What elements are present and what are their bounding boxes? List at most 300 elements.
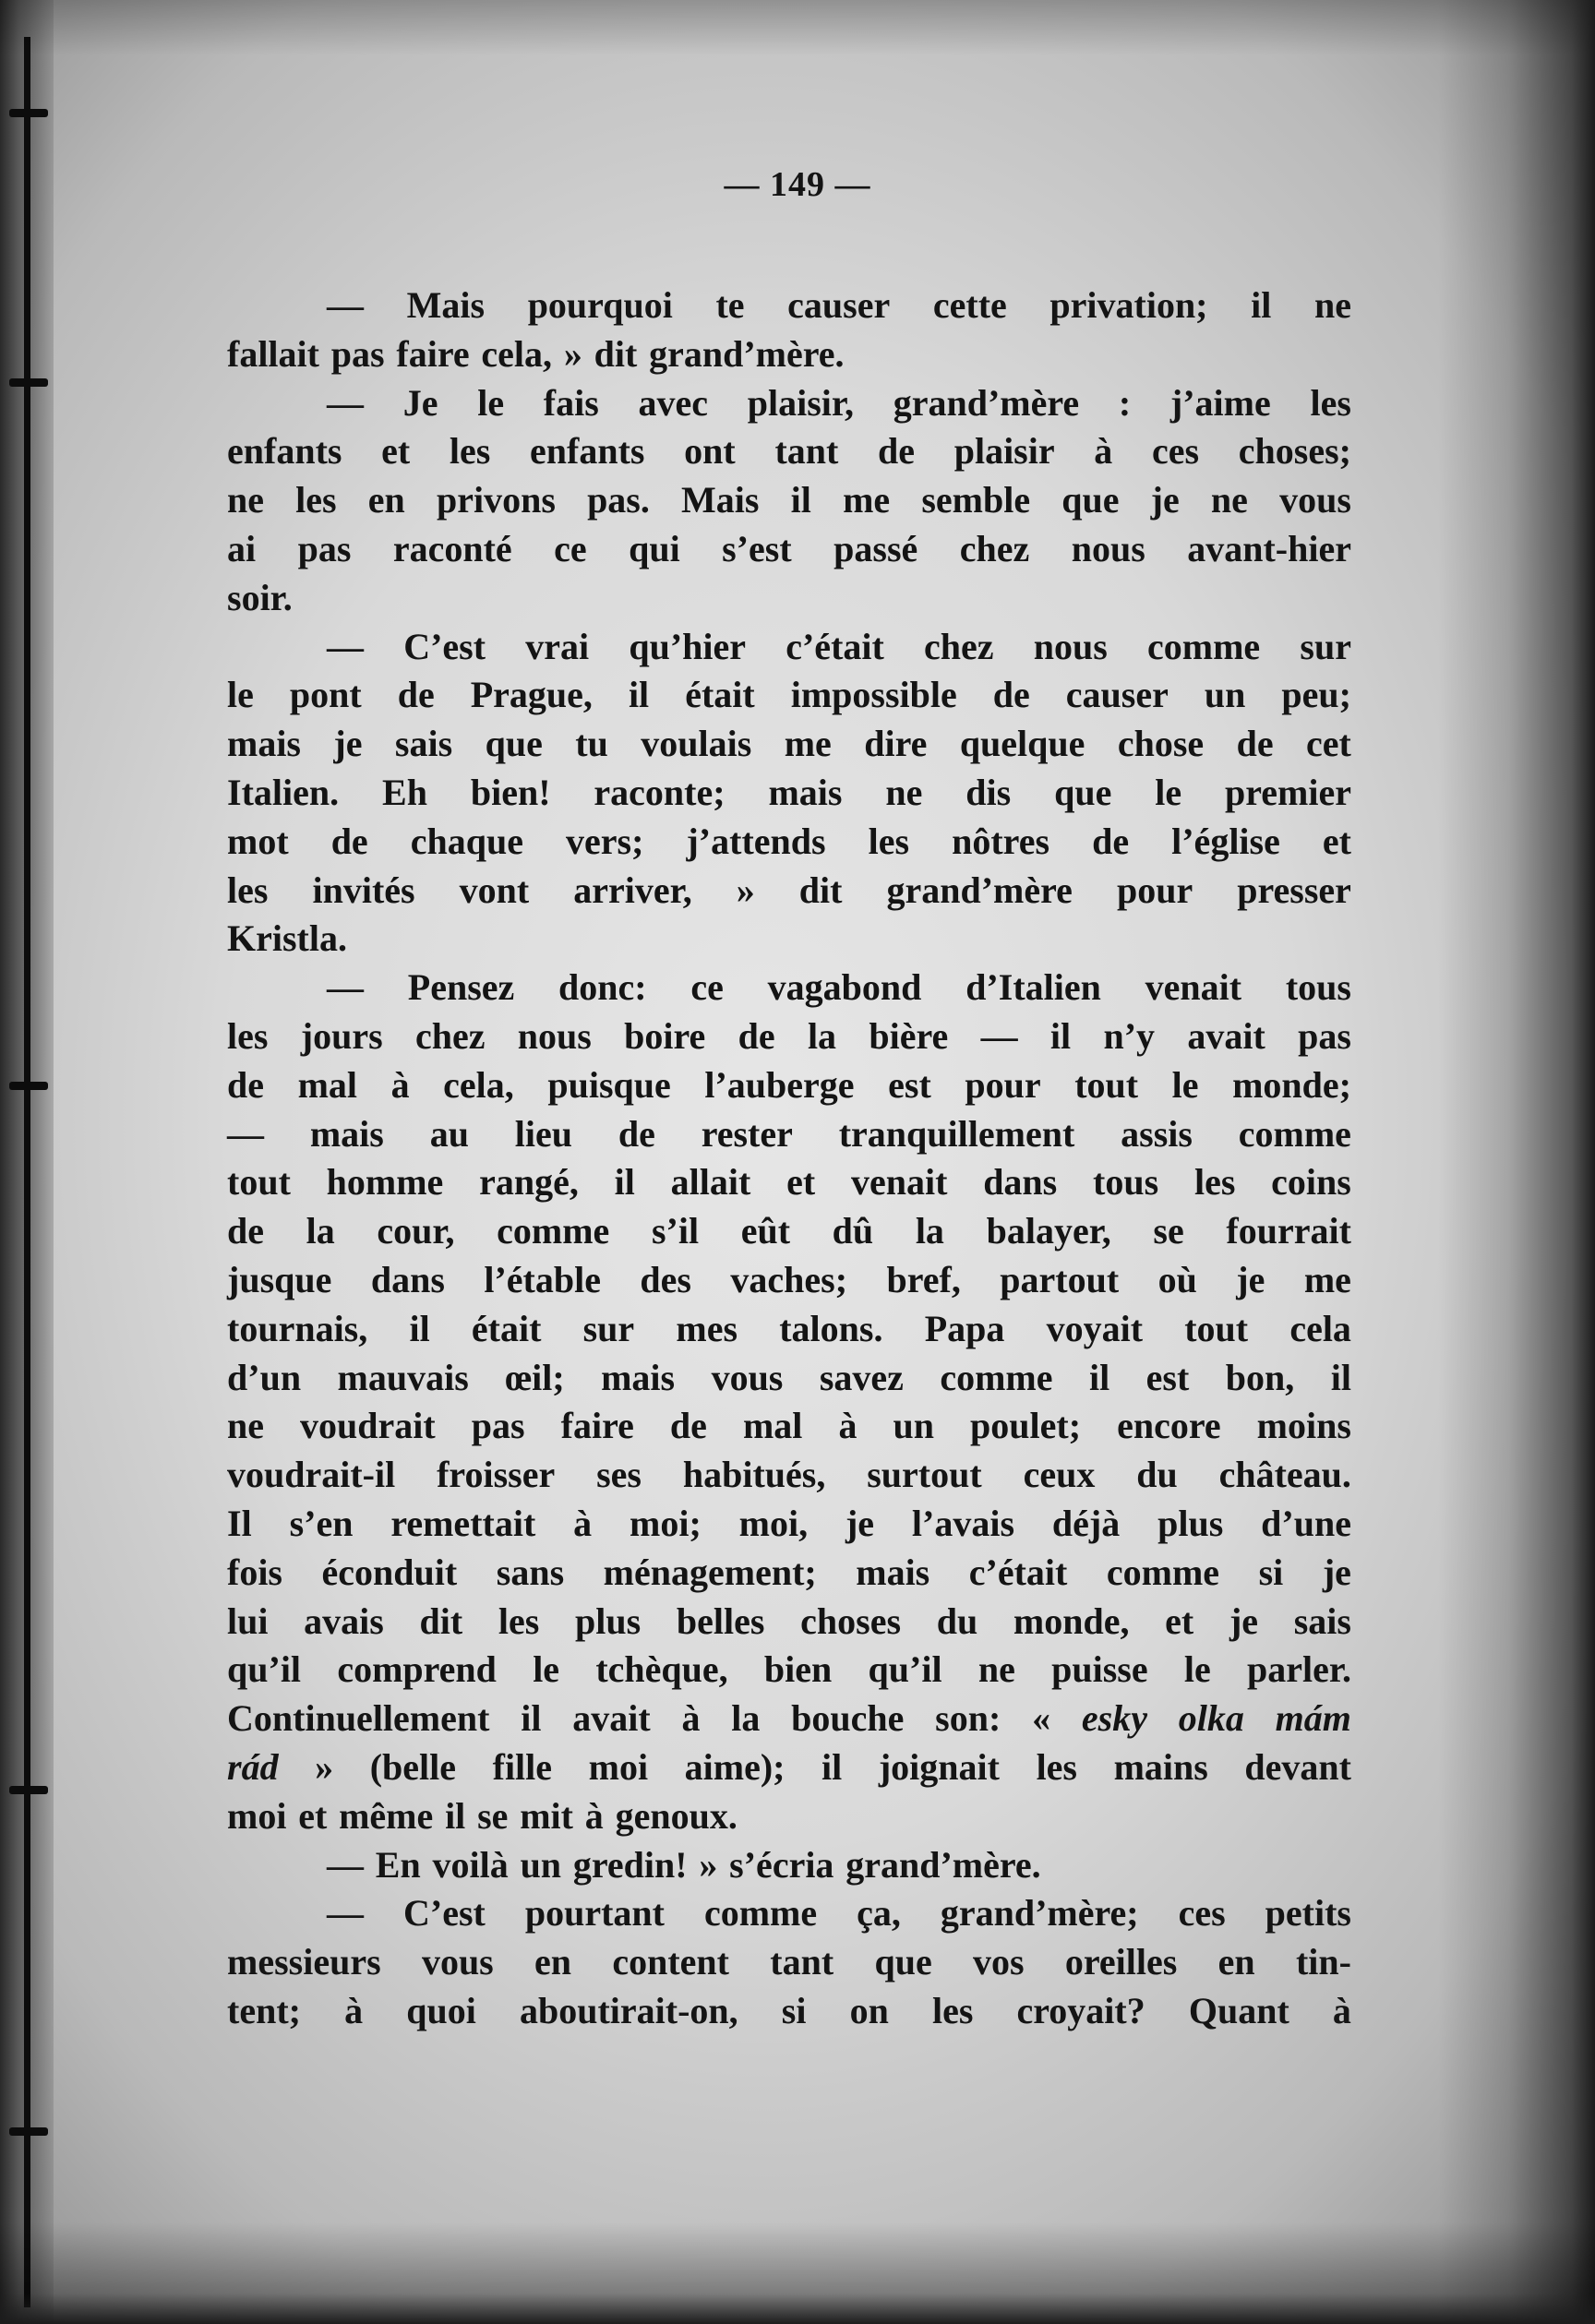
word: chose [1117,723,1205,765]
word: les [498,1599,540,1642]
word: il [1088,1356,1110,1398]
text-line [227,1354,1351,1403]
word: je [1150,479,1180,521]
word: mais [856,1551,930,1593]
word: tant [770,1941,834,1983]
word: impossible [790,674,957,716]
word: à [344,1989,364,2031]
word: privons [436,479,556,521]
word: un [1204,674,1246,716]
word: grand’mère [886,869,1073,911]
word: de [397,674,435,716]
word: ça, [857,1892,901,1935]
word: content [612,1941,729,1983]
word: comme [1238,1112,1351,1155]
word: causer [787,284,891,326]
word: bière [869,1014,949,1057]
word: talons. [779,1307,883,1349]
word: que [1054,771,1112,813]
word: si [1258,1551,1284,1593]
word: eût [740,1210,791,1252]
word: — [327,1843,364,1886]
word: n’y [1103,1014,1156,1057]
word: d’un [227,1356,302,1398]
word: s’écria [729,1843,834,1886]
word: messieurs [227,1941,381,1983]
word: vagabond [767,966,922,1009]
word: moins [1256,1405,1351,1447]
word: qui [629,527,680,569]
word: ménagement; [603,1551,817,1593]
word: tout [1184,1307,1249,1349]
word: genoux. [615,1794,738,1837]
word: pas [330,332,385,375]
word: pourtant [524,1892,665,1935]
word: des [640,1258,691,1300]
word: et [786,1161,816,1204]
text-line [227,1987,1351,2036]
word: pont [289,674,362,716]
word: je [333,723,363,765]
page-number: — 149 — [724,165,871,204]
word: petits [1265,1892,1351,1935]
text-line [227,915,1351,964]
word: savez [819,1356,904,1398]
word: vaches; [730,1258,848,1300]
word: tous [1285,966,1351,1009]
word: en [534,1941,572,1983]
text-line [227,1402,1351,1451]
word: Je [402,381,438,424]
word: avait [572,1697,651,1740]
word: — [327,284,364,326]
word: passé [833,527,918,569]
word: les [295,479,337,521]
word: de [669,1405,707,1447]
word: lieu [514,1112,573,1155]
word: ce [554,527,587,569]
text-line [227,525,1351,574]
word: presser [1237,869,1351,911]
word: voulais [641,723,752,765]
word: ces [1178,1892,1226,1935]
word: » [563,332,582,375]
word: ne [227,1405,264,1447]
text-line [227,867,1351,916]
word: vrai [525,625,590,667]
word: bon, [1225,1356,1295,1398]
word: fois [227,1551,282,1593]
word: la [915,1210,944,1252]
word: le [533,1648,560,1691]
word: bouche [791,1697,905,1740]
word: » [736,869,755,911]
text-line [227,1695,1351,1743]
word: Pensez [407,966,515,1009]
word: il [614,1161,635,1204]
word: comme [940,1356,1053,1398]
word: pas [1298,1014,1351,1057]
word: monde, [1013,1599,1130,1642]
word: te [715,284,745,326]
word: sur [582,1307,635,1349]
word: la [807,1014,837,1057]
text-line [227,1012,1351,1061]
word: soir. [227,576,293,618]
word: lui [227,1599,269,1642]
word: œil; [505,1356,565,1398]
word: mot [227,820,289,862]
word: homme [326,1161,444,1204]
word: tournais, [227,1307,368,1349]
word: tant [774,430,839,473]
word: — [327,381,364,424]
word: nous [517,1014,592,1057]
word: tin- [1295,1941,1351,1983]
word: fallait [227,332,319,375]
word: tchèque, [595,1648,728,1691]
word: mais [309,1112,384,1155]
word: qu’il [227,1648,302,1691]
word: boire [624,1014,706,1057]
word: cet [1306,723,1351,765]
word: me [1303,1258,1351,1300]
text-line [227,1207,1351,1256]
text-line [227,818,1351,867]
word: il [628,674,650,716]
word: se [477,1794,509,1837]
word: se [1153,1210,1184,1252]
binding-stitch [9,1082,48,1090]
word: plaisir, [747,381,854,424]
word: surtout [867,1454,982,1496]
word: il [1330,1356,1351,1398]
word: nous [1033,625,1108,667]
word: Papa [924,1307,1005,1349]
text-line [227,574,1351,623]
word: ne [885,771,923,813]
word: » [315,1745,334,1788]
word: enfants [530,430,645,473]
word: et [1165,1599,1194,1642]
word: jusque [227,1258,332,1300]
word: le [227,674,254,716]
word: comme [703,1892,818,1935]
word: raconte; [594,771,726,813]
word: cour, [377,1210,455,1252]
word: il [445,1794,466,1837]
word: avec [638,381,709,424]
word: venait [1145,966,1242,1009]
word: grand’mère. [649,332,845,375]
text-line [227,427,1351,476]
word: pour [1116,869,1193,911]
word: les [227,1014,269,1057]
word: moi, [738,1502,809,1544]
word: il [1049,1014,1072,1057]
word: (belle [369,1745,457,1788]
word: pourquoi [527,284,673,326]
word: dans [983,1161,1058,1204]
word: les [1036,1745,1077,1788]
word: nôtres [952,820,1050,862]
word: tranquillement [838,1112,1075,1155]
word: où [1157,1258,1197,1300]
word: s’est [722,527,792,569]
word: poulet; [970,1405,1082,1447]
word: cette [932,284,1007,326]
word: en [367,479,405,521]
word: dire [864,723,928,765]
binding-stitch [9,109,48,117]
word: ceux [1023,1454,1096,1496]
word: moi [588,1745,649,1788]
word: j’aime [1169,381,1271,424]
word: enfants [227,430,342,473]
word: est [888,1063,931,1106]
word: rester [701,1112,793,1155]
word: je [1322,1551,1351,1593]
word: faire [396,332,470,375]
word: ont [684,430,736,473]
word: tous [1093,1161,1159,1204]
word: donc: [558,966,647,1009]
word: puisque [547,1063,671,1106]
word: voudrait [300,1405,436,1447]
word: du [936,1599,978,1642]
word: croyait? [1016,1989,1145,2031]
word: aboutirait-on, [519,1989,738,2031]
scan-shadow-top [0,0,1595,55]
word: ne [1314,284,1351,326]
word: vont [459,869,530,911]
word: la [306,1210,335,1252]
word: château. [1218,1454,1351,1496]
word: mal [742,1405,803,1447]
word: sans [496,1551,565,1593]
word: vous [711,1356,784,1398]
word: à [1094,430,1113,473]
word: dit [594,332,638,375]
word: l’église [1171,820,1280,862]
word: de [738,1014,775,1057]
word: mais [227,723,301,765]
word: belles [676,1599,765,1642]
word: C’est [402,1892,486,1935]
word: les [227,869,269,911]
word: le [1183,1648,1211,1691]
word: coins [1271,1161,1351,1204]
word: un [893,1405,934,1447]
word: que [485,723,543,765]
word: tu [575,723,608,765]
text-line [227,1549,1351,1598]
word: de [1092,820,1130,862]
word: grand’mère. [845,1843,1041,1886]
text-line [227,1792,1351,1841]
word: voudrait-il [227,1454,396,1496]
word: était [471,1307,542,1349]
word: sais [394,723,453,765]
word: qu’il [868,1648,942,1691]
word: me [784,723,832,765]
word: rád [227,1745,279,1788]
word: les [931,1989,974,2031]
word: pas. [587,479,650,521]
word: plus [575,1599,642,1642]
word: d’Italien [965,966,1101,1009]
word: à [838,1405,857,1447]
word: à [390,1063,410,1106]
word: cela, [443,1063,514,1106]
word: l’étable [484,1258,601,1300]
word: tout [1074,1063,1139,1106]
word: chez [959,527,1030,569]
word: l’auberge [704,1063,855,1106]
word: quoi [406,1989,476,2031]
word: les [1310,381,1351,424]
word: habitués, [682,1454,826,1496]
binding-stitch [9,378,48,387]
word: comme [1147,625,1261,667]
word: il [409,1307,430,1349]
word: au [429,1112,469,1155]
word: — [327,625,364,667]
word: choses [800,1599,902,1642]
word: que [874,1941,932,1983]
word: choses; [1238,430,1351,473]
word: dans [370,1258,445,1300]
word: les [1193,1161,1236,1204]
word: chaque [410,820,523,862]
word: mit [520,1794,573,1837]
word: dû [832,1210,874,1252]
word: les [868,820,910,862]
word: je [1236,1258,1265,1300]
word: l’avais [911,1502,1015,1544]
word: balayer, [986,1210,1111,1252]
word: et [298,1794,328,1837]
word: moi [227,1794,287,1837]
word: jours [300,1014,383,1057]
word: sur [1300,625,1351,667]
word: je [1229,1599,1259,1642]
word: le [477,381,505,424]
word: Il [227,1502,252,1544]
word: à [681,1697,701,1740]
word: dis [965,771,1012,813]
word: ne [1210,479,1248,521]
text-line [227,671,1351,720]
word: de [227,1063,264,1106]
word: de [227,1210,264,1252]
word: comme [497,1210,610,1252]
text-line [227,1110,1351,1159]
word: ses [596,1454,642,1496]
word: aime); [684,1745,786,1788]
text-line [227,1889,1351,1938]
word: — [327,1892,364,1935]
word: venait [850,1161,948,1204]
word: mes [676,1307,738,1349]
word: rangé, [479,1161,579,1204]
word: — [227,1112,264,1155]
word: le [1155,771,1182,813]
word: ces [1151,430,1200,473]
word: pas [297,527,352,569]
word: à [573,1502,593,1544]
word: il [790,479,811,521]
word: à [1332,1989,1351,2031]
word: on [849,1989,889,2031]
word: même [339,1794,434,1837]
word: était [685,674,755,716]
word: puisse [1051,1648,1148,1691]
word: Continuellement [227,1697,490,1740]
scan-shadow-bottom [0,2222,1595,2324]
word: Eh [382,771,427,813]
word: fais [543,381,599,424]
text-line [227,1646,1351,1695]
text-line [227,623,1351,672]
word: allait [670,1161,751,1204]
word: que [1061,479,1120,521]
word: bien [763,1648,833,1691]
word: tout [227,1161,291,1204]
word: il [821,1745,843,1788]
word: invités [312,869,415,911]
word: la [731,1697,761,1740]
word: avais [304,1599,384,1642]
binding-stitch [9,1786,48,1794]
word: gredin! [572,1843,688,1886]
word: vous [421,1941,494,1983]
word: voilà [432,1843,509,1886]
word: devant [1244,1745,1351,1788]
word: déjà [1051,1502,1121,1544]
word: son: [935,1697,1001,1740]
word: à [584,1794,604,1837]
word: mauvais [337,1356,469,1398]
text-line [227,1500,1351,1549]
word: voyait [1046,1307,1144,1349]
word: dit [798,869,843,911]
word: ne [227,479,264,521]
word: froisser [437,1454,556,1496]
word: Kristla. [227,917,347,960]
word: fourrait [1226,1210,1351,1252]
word: mains [1113,1745,1208,1788]
word: monde; [1232,1063,1351,1106]
word: chez [924,625,994,667]
word: avant-hier [1187,527,1351,569]
word: ne [977,1648,1015,1691]
text-line [227,330,1351,379]
word: vous [1279,479,1351,521]
word: bien! [470,771,551,813]
word: chez [414,1014,486,1057]
word: partout [1000,1258,1120,1300]
word: le [1171,1063,1199,1106]
word: un [520,1843,562,1886]
word: bref, [886,1258,961,1300]
text-line [227,720,1351,769]
word: s’il [651,1210,700,1252]
word: ce [690,966,724,1009]
word: « [1032,1697,1051,1740]
word: s’en [289,1502,354,1544]
word: je [845,1502,875,1544]
